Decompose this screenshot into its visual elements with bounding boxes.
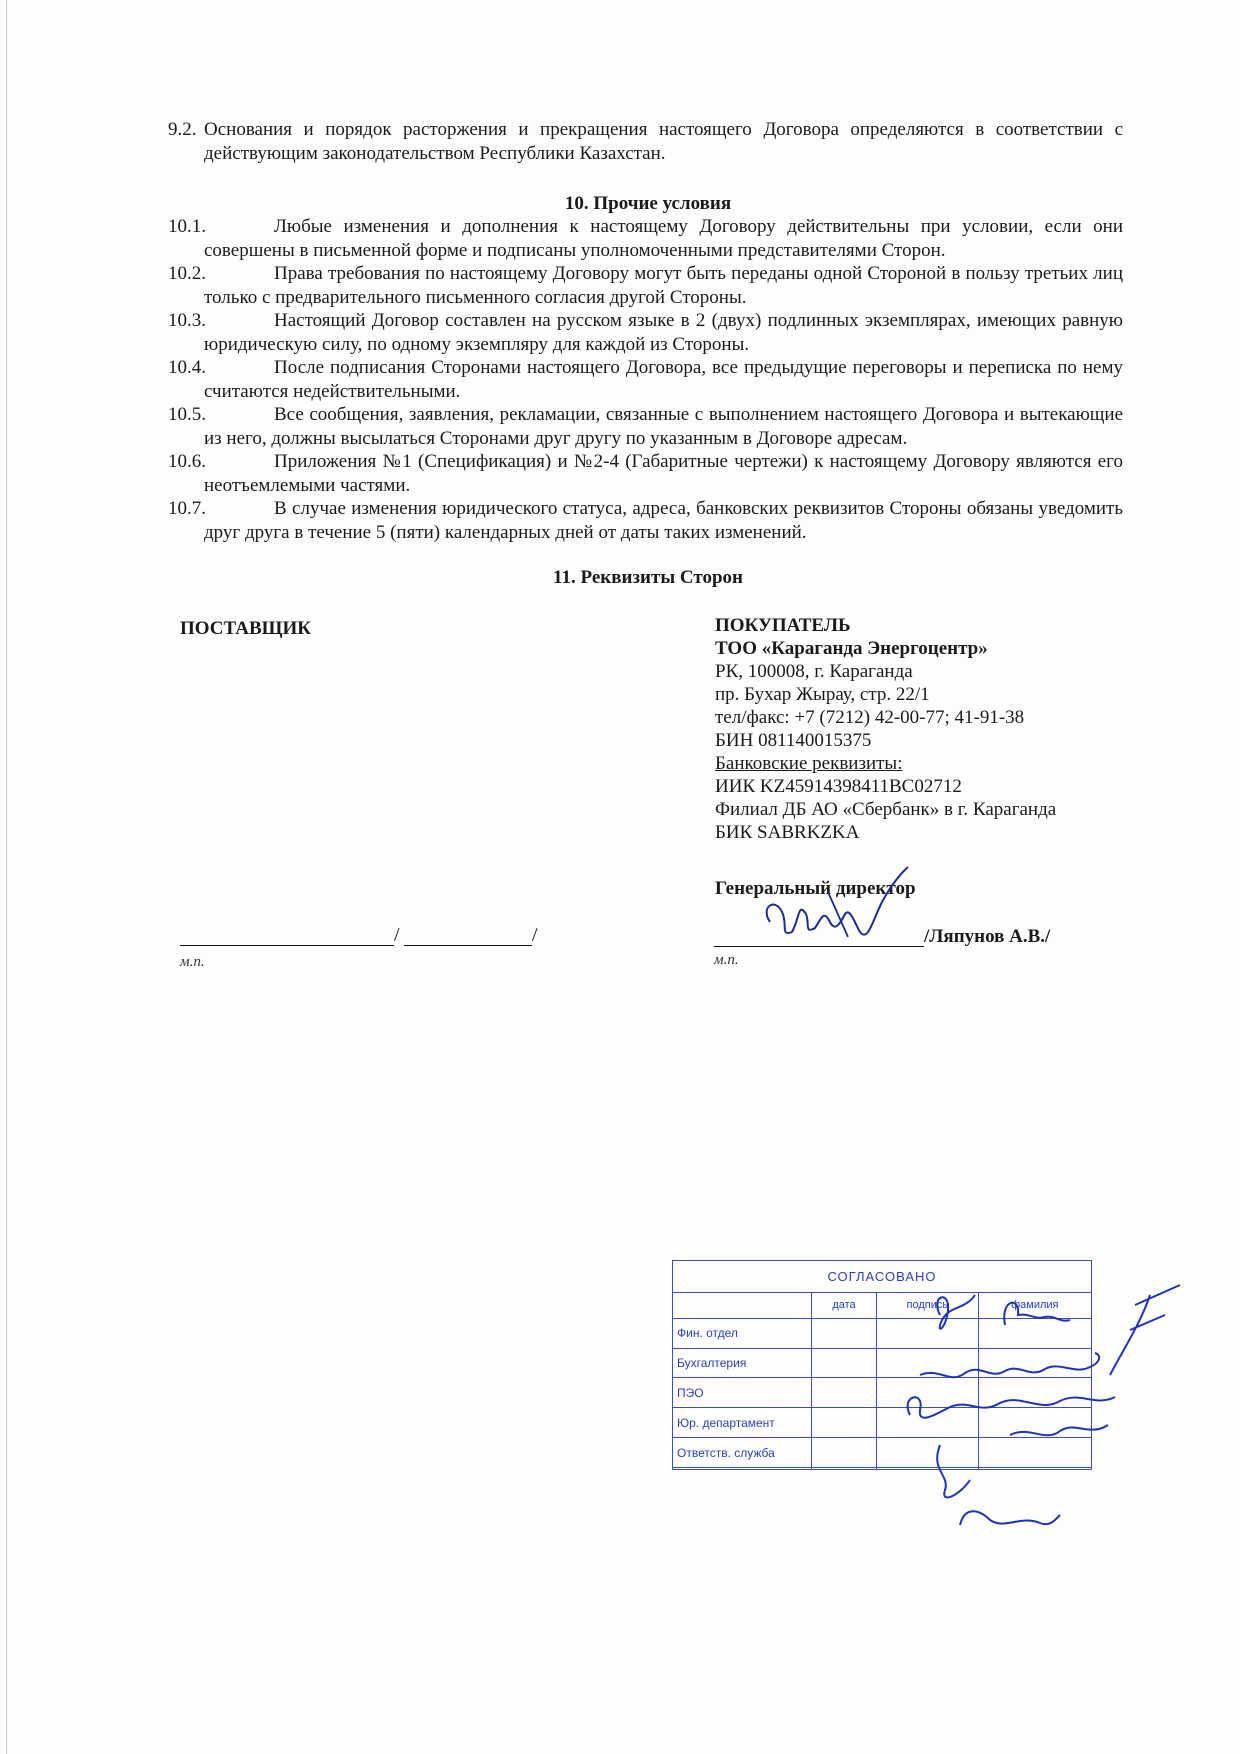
buyer-bin: БИН 081140015375	[715, 730, 872, 751]
stamp-col-date: дата	[812, 1292, 877, 1318]
stamp-row-label: Фин. отдел	[673, 1318, 812, 1348]
clause-10-5	[168, 403, 1123, 451]
stamp-row-label: Ответств. служба	[673, 1438, 812, 1468]
section-10-heading: 10. Прочие условия	[564, 193, 732, 214]
buyer-address-street: пр. Бухар Жырау, стр. 22/1	[715, 684, 930, 705]
stamp-col-signature: подпись	[876, 1292, 978, 1318]
buyer-signatory: /Ляпунов А.В./	[924, 926, 1051, 947]
stamp-row-label	[673, 1467, 812, 1469]
clause-10-7	[168, 497, 1123, 545]
stamp-col-surname: фамилия	[978, 1292, 1091, 1318]
supplier-name-line	[404, 945, 532, 946]
buyer-position: Генеральный директор	[715, 878, 916, 899]
clause-10-3	[168, 309, 1123, 357]
buyer-bik: БИК SABRKZKA	[715, 822, 860, 843]
clause-text: Приложения №1 (Спецификация) и №2-4 (Габаритные чертежи) к настоящему Договору являются его неотъемлемыми частями.	[204, 451, 1123, 496]
buyer-stamp-place: м.п.	[714, 952, 739, 968]
clause-number: 10.4.	[168, 357, 206, 378]
clause-number: 10.3.	[168, 310, 206, 331]
stamp-title: СОГЛАСОВАНО	[673, 1261, 1092, 1293]
clause-text: В случае изменения юридического статуса, адреса, банковских реквизитов Стороны обязаны уведомить друг друга в течение 5 (пяти) календарных дней от даты таких изменений.	[204, 498, 1123, 543]
supplier-slash-2: /	[532, 924, 538, 946]
director-signature	[740, 862, 930, 962]
clause-number: 10.6.	[168, 451, 206, 472]
section-11-heading: 11. Реквизиты Сторон	[553, 567, 743, 588]
stamp-row-label: ПЭО	[673, 1378, 812, 1408]
buyer-bank-label: Банковские реквизиты:	[715, 753, 903, 774]
clause-text: Любые изменения и дополнения к настоящему Договору действительны при условии, если они совершены в письменной форме и подписаны уполномоченными представителями Сторон.	[204, 216, 1123, 261]
clause-text: Настоящий Договор составлен на русском языке в 2 (двух) подлинных экземплярах, имеющих равную юридическую силу, по одному экземпляру для каждой из Стороны.	[204, 310, 1123, 355]
clause-10-6	[168, 450, 1123, 498]
clause-9-2	[168, 118, 1123, 166]
clause-number: 10.2.	[168, 263, 206, 284]
clause-10-4	[168, 356, 1123, 404]
buyer-company-name: ТОО «Караганда Энергоцентр»	[715, 638, 988, 659]
clause-number: 10.7.	[168, 498, 206, 519]
clause-text: После подписания Сторонами настоящего Договора, все предыдущие переговоры и переписка по нему считаются недействительными.	[204, 357, 1123, 402]
buyer-label: ПОКУПАТЕЛЬ	[715, 615, 851, 636]
approval-signatures	[880, 1275, 1210, 1565]
clause-text: Все сообщения, заявления, рекламации, связанные с выполнением настоящего Договора и вытекающие из него, должны высылаться Сторонами друг другу по указанным в Договоре адресам.	[204, 404, 1123, 449]
buyer-details	[715, 614, 1056, 844]
buyer-phone: тел/факс: +7 (7212) 42-00-77; 41-91-38	[715, 707, 1025, 728]
supplier-signature-line	[180, 945, 394, 946]
supplier-label: ПОСТАВЩИК	[180, 618, 312, 639]
buyer-bank-name: Филиал ДБ АО «Сбербанк» в г. Караганда	[715, 799, 1057, 820]
stamp-row-label: Бухгалтерия	[673, 1348, 812, 1378]
clause-number: 10.5.	[168, 404, 206, 425]
buyer-address-city: РК, 100008, г. Караганда	[715, 661, 913, 682]
buyer-iik: ИИК KZ45914398411BC02712	[715, 776, 962, 797]
clause-text: Права требования по настоящему Договору могут быть переданы одной Стороной в пользу третьих лиц только с предварительного письменного согласия другой Стороны.	[204, 263, 1123, 308]
clause-10-2	[168, 262, 1123, 310]
clause-10-1	[168, 215, 1123, 263]
stamp-row-label: Юр. департамент	[673, 1408, 812, 1438]
clause-text: Основания и порядок расторжения и прекращения настоящего Договора определяются в соответствии с действующим законодательством Республики Казахстан.	[204, 119, 1123, 164]
supplier-slash-1: /	[394, 924, 400, 946]
scan-edge-line	[6, 0, 7, 1754]
stamp-header-empty	[673, 1292, 812, 1318]
clause-number: 9.2.	[168, 119, 197, 140]
supplier-stamp-place: м.п.	[180, 954, 205, 970]
clause-number: 10.1.	[168, 216, 206, 237]
